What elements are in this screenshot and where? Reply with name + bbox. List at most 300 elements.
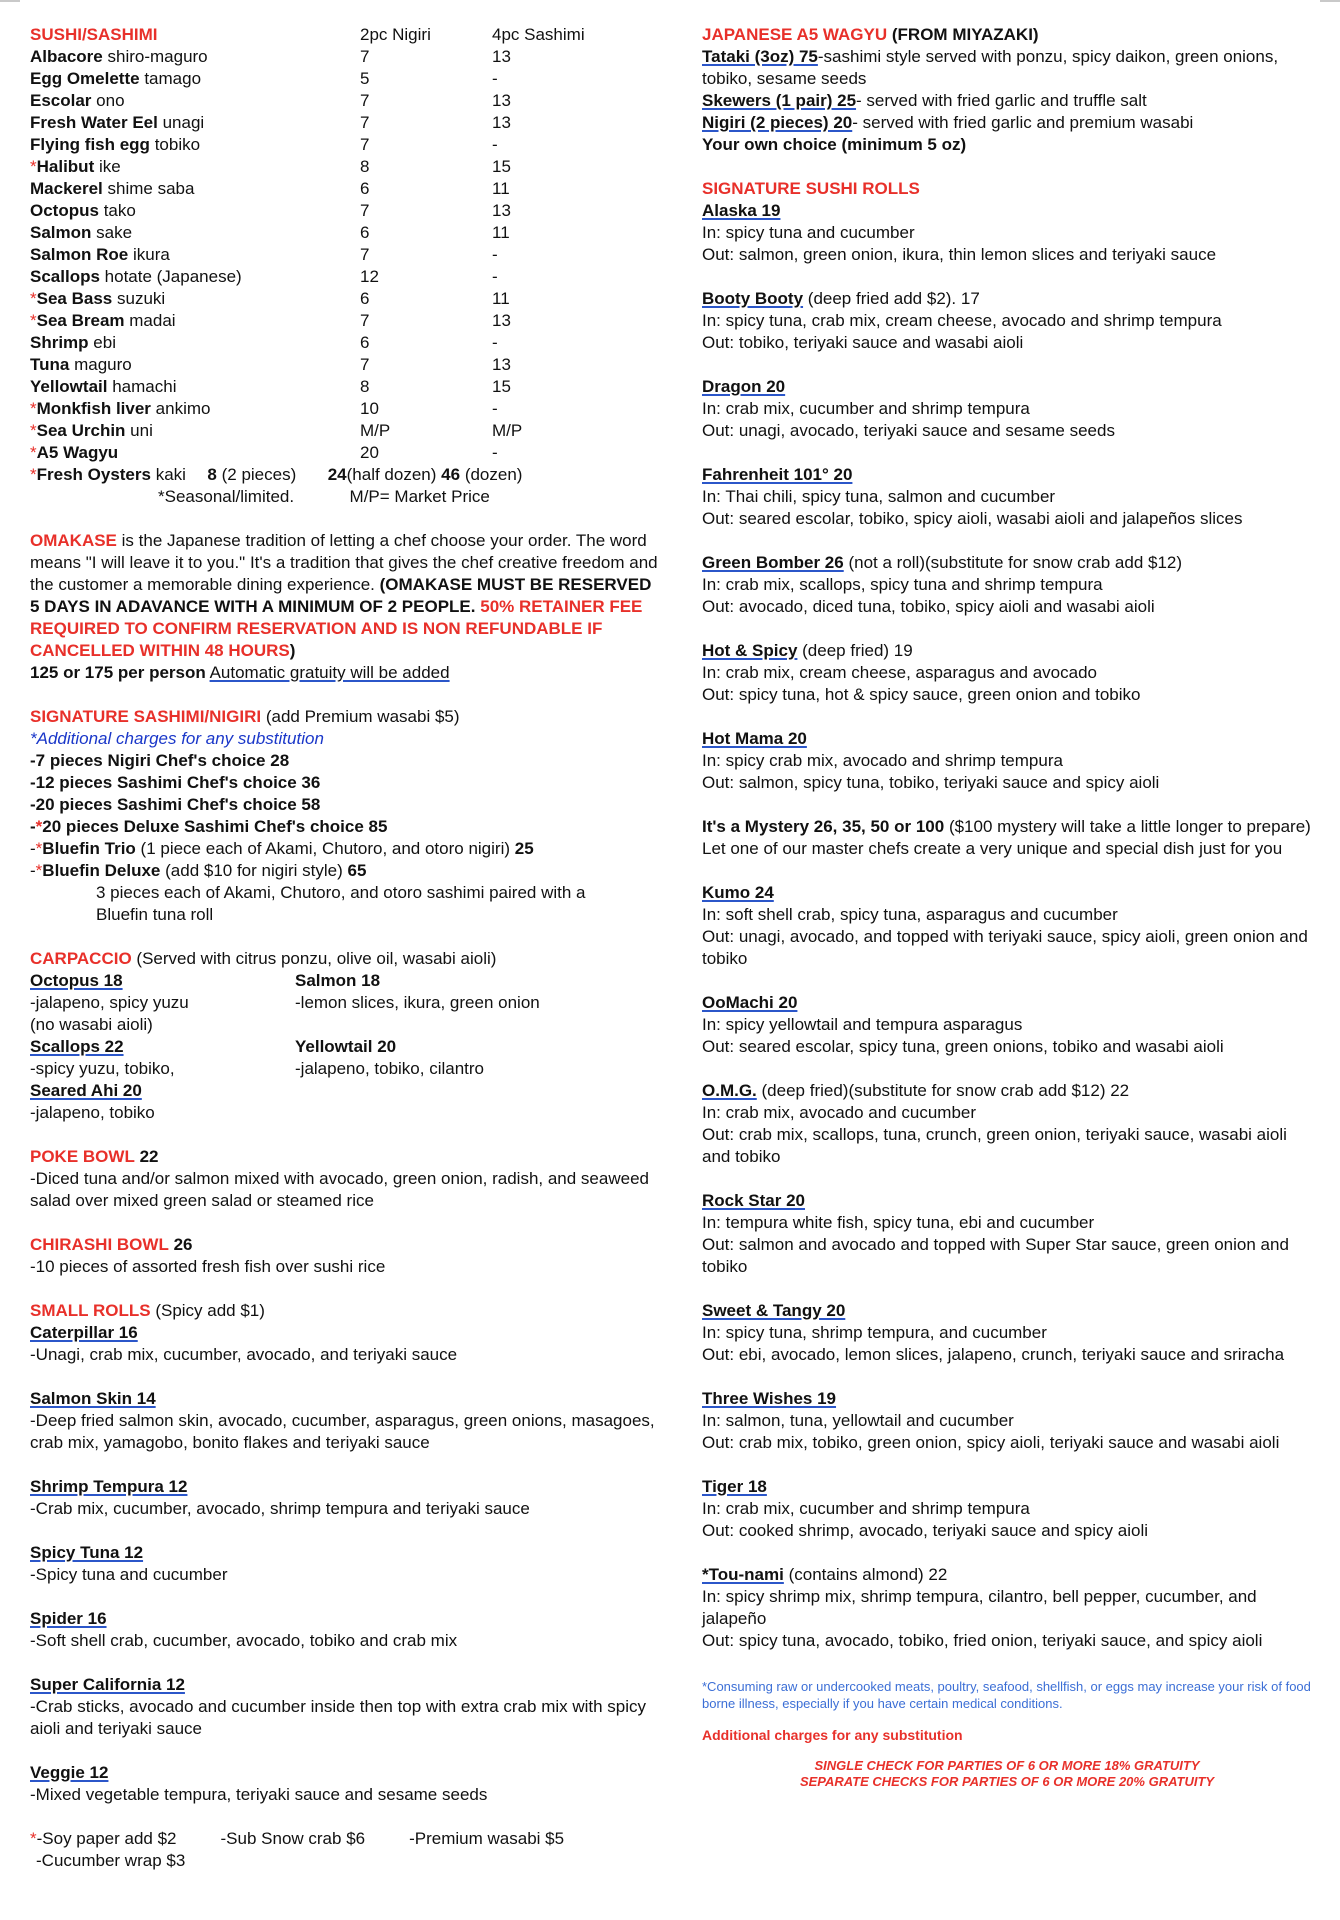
bluefin-trio-desc: (1 piece each of Akami, Chutoro, and otoro nigiri): [140, 839, 511, 858]
carpaccio-sub: (Served with citrus ponzu, olive oil, wasabi aioli): [136, 949, 497, 968]
sig-roll-out: Out: ebi, avocado, lemon slices, jalapeno, crunch, teriyaki sauce and sriracha: [702, 1345, 1285, 1364]
sig-roll-out: Out: crab mix, tobiko, green onion, spicy aioli, teriyaki sauce and wasabi aioli: [702, 1433, 1280, 1452]
sig-roll-header: [702, 992, 1312, 1014]
sig-roll-in: In: crab mix, cucumber and shrimp tempura: [702, 399, 1030, 418]
spacer: [702, 1652, 1312, 1674]
sig-sashimi-note: *Additional charges for any substitution: [30, 729, 324, 748]
sig-sashimi-title: SIGNATURE SASHIMI/NIGIRI: [30, 707, 262, 726]
sig-roll-out: Out: seared escolar, spicy tuna, green onions, tobiko and wasabi aioli: [702, 1037, 1224, 1056]
sushi-item-nigiri-price: 8: [360, 157, 370, 176]
sig-roll-header: [702, 640, 1312, 662]
sig-roll-name: OoMachi 20: [702, 993, 798, 1012]
sushi-sashimi-table: [30, 24, 660, 46]
sushi-item-nigiri-price: 8: [360, 377, 370, 396]
sushi-item-sashimi-price: 13: [492, 311, 511, 330]
bluefin-deluxe: -*Bluefin Deluxe (add $10 for nigiri style) 65: [30, 861, 367, 880]
sushi-item: [30, 244, 360, 266]
wagyu-origin: (FROM MIYAZAKI): [891, 25, 1039, 44]
addon-snow-crab: -Sub Snow crab $6: [220, 1829, 366, 1848]
sig-roll-header: [702, 552, 1312, 574]
sushi-item-jp: ankimo: [155, 399, 211, 418]
omakase-retainer: 50% RETAINER FEE REQUIRED TO CONFIRM RESERVATION AND IS NON REFUNDABLE IF CANCELLED WITHIN 48 HOURS: [30, 597, 643, 660]
sushi-item-name: Mackerel: [30, 179, 103, 198]
carpaccio-grid: [30, 970, 660, 1124]
mystery-desc: Let one of our master chefs create a very unique and special dish just for you: [702, 839, 1283, 858]
sig-roll-name: Dragon 20: [702, 377, 786, 396]
sushi-item-star: *: [30, 289, 37, 308]
sig-roll-in: In: crab mix, avocado and cucumber: [702, 1103, 977, 1122]
sig-roll-header: [702, 1476, 1312, 1498]
omakase-title: OMAKASE: [30, 531, 117, 550]
spacer: [30, 1520, 660, 1542]
sushi-item-name: Monkfish liver: [36, 399, 151, 418]
sushi-item-name: Egg Omelette: [30, 69, 140, 88]
small-rolls-sub: (Spicy add $1): [155, 1301, 265, 1320]
sig-roll-out: Out: crab mix, scallops, tuna, crunch, green onion, teriyaki sauce, wasabi aioli and tobiko: [702, 1125, 1287, 1166]
sushi-item-sashimi-price: 13: [492, 91, 511, 110]
sushi-item-name: Salmon: [30, 223, 92, 242]
gratuity-separate: SEPARATE CHECKS FOR PARTIES OF 6 OR MORE 20% GRATUITY: [799, 1774, 1215, 1789]
addons-row: [30, 1828, 660, 1850]
sushi-item-sashimi-price: -: [492, 135, 498, 154]
sushi-item-jp: ono: [96, 91, 125, 110]
spacer: [702, 970, 1312, 992]
sushi-item-jp: tako: [103, 201, 136, 220]
carpaccio-scallops: Scallops 22: [30, 1037, 124, 1056]
sig-roll-out: Out: salmon, spicy tuna, tobiko, teriyaki sauce and spicy aioli: [702, 773, 1160, 792]
sig-roll-in: In: Thai chili, spicy tuna, salmon and cucumber: [702, 487, 1056, 506]
bluefin-deluxe-name: Bluefin Deluxe: [42, 861, 161, 880]
sig-sashimi-add: (add Premium wasabi $5): [265, 707, 460, 726]
addon-star: *: [30, 1829, 37, 1848]
sushi-item-star: *: [30, 443, 37, 462]
sushi-item-sashimi-price: 15: [492, 377, 511, 396]
chirashi-header: [30, 1234, 660, 1256]
carpaccio-salmon: Salmon 18: [295, 971, 381, 990]
sig-roll-header: [702, 882, 1312, 904]
additional-charges: Additional charges for any substitution: [702, 1727, 963, 1743]
spacer: [702, 1058, 1312, 1080]
food-warning: *Consuming raw or undercooked meats, poultry, seafood, shellfish, or eggs may increase your risk of food borne illness, especially if you have certain medical conditions.: [702, 1679, 1311, 1711]
small-rolls-title: SMALL ROLLS: [30, 1301, 151, 1320]
bluefin-deluxe-detail: 3 pieces each of Akami, Chutoro, and otoro sashimi paired with a Bluefin tuna roll: [96, 883, 586, 924]
sushi-item-nigiri-price: M/P: [360, 421, 391, 440]
sushi-item-nigiri-price: 10: [360, 399, 379, 418]
sushi-item-nigiri-price: 5: [360, 69, 370, 88]
sig-roll-extra: (deep fried add $2). 17: [807, 289, 980, 308]
sushi-item-jp: suzuki: [116, 289, 166, 308]
small-roll-name: Super California 12: [30, 1675, 185, 1694]
spacer: [702, 530, 1312, 552]
sig-roll-name: *Tou-nami: [702, 1565, 784, 1584]
sushi-item: [30, 90, 360, 112]
sushi-item-jp: unagi: [162, 113, 205, 132]
sig-roll-name: Rock Star 20: [702, 1191, 805, 1210]
sig-rolls-title: SIGNATURE SUSHI ROLLS: [702, 179, 920, 198]
sushi-item-jp: shiro-maguro: [107, 47, 208, 66]
spacer: [702, 618, 1312, 640]
mystery-name: It's a Mystery 26, 35, 50 or 100: [702, 817, 945, 836]
sig-roll-out: Out: spicy tuna, hot & spicy sauce, green onion and tobiko: [702, 685, 1141, 704]
sig-roll-header: [702, 200, 1312, 222]
wagyu-title: JAPANESE A5 WAGYU: [702, 25, 888, 44]
carpaccio-header: [30, 948, 660, 970]
wagyu-skewers-desc: - served with fried garlic and truffle salt: [856, 91, 1147, 110]
oysters-star: *: [30, 465, 37, 484]
poke-header: [30, 1146, 660, 1168]
sig-sashimi-item: -12 pieces Sashimi Chef's choice 36: [30, 773, 321, 792]
sushi-item-sashimi-price: -: [492, 399, 498, 418]
mystery-roll: [702, 816, 1312, 838]
bluefin-trio-price: 25: [514, 839, 534, 858]
poke-price: 22: [139, 1147, 159, 1166]
sig-roll-out: Out: salmon and avocado and topped with Super Star sauce, green onion and tobiko: [702, 1235, 1289, 1276]
sushi-item: [30, 442, 360, 464]
sushi-item-nigiri-price: 7: [360, 311, 370, 330]
sushi-item-sashimi-price: 11: [492, 223, 510, 242]
sig-roll-out: Out: avocado, diced tuna, tobiko, spicy aioli and wasabi aioli: [702, 597, 1155, 616]
sig-roll-header: [702, 1190, 1312, 1212]
sig-roll-name: Fahrenheit 101° 20: [702, 465, 853, 484]
sushi-item-name: Salmon Roe: [30, 245, 129, 264]
addon-wasabi: -Premium wasabi $5: [409, 1829, 565, 1848]
spacer: [702, 794, 1312, 816]
market-price-note: M/P= Market Price: [349, 487, 490, 506]
addon-soy: -Soy paper add $2: [36, 1829, 177, 1848]
sig-roll-out: Out: tobiko, teriyaki sauce and wasabi aioli: [702, 333, 1024, 352]
sushi-item: [30, 112, 360, 134]
oysters-unit-2: (half dozen): [346, 465, 437, 484]
sig-roll-header: [702, 464, 1312, 486]
spacer: [702, 266, 1312, 288]
small-roll-desc: -Crab mix, cucumber, avocado, shrimp tempura and teriyaki sauce: [30, 1499, 530, 1518]
top-right-rule: [1320, 0, 1340, 2]
sushi-item-name: Fresh Water Eel: [30, 113, 158, 132]
sushi-item-jp: madai: [129, 311, 176, 330]
carpaccio-ahi-desc: -jalapeno, tobiko: [30, 1103, 155, 1122]
sushi-item-star: *: [30, 157, 37, 176]
chirashi-desc: -10 pieces of assorted fresh fish over sushi rice: [30, 1257, 386, 1276]
carpaccio-octopus: Octopus 18: [30, 971, 123, 990]
sig-roll-name: Sweet & Tangy 20: [702, 1301, 846, 1320]
sig-roll-in: In: spicy yellowtail and tempura asparagus: [702, 1015, 1023, 1034]
sushi-item-star: *: [30, 421, 37, 440]
small-roll-name: Spicy Tuna 12: [30, 1543, 144, 1562]
sushi-item-jp: hotate (Japanese): [104, 267, 242, 286]
small-roll-name: Spider 16: [30, 1609, 107, 1628]
sushi-item-name: Halibut: [36, 157, 95, 176]
sushi-item-sashimi-price: -: [492, 333, 498, 352]
sushi-item-jp: tobiko: [154, 135, 201, 154]
sushi-sashimi-title: SUSHI/SASHIMI: [30, 25, 158, 44]
sig-roll-extra: (deep fried) 19: [802, 641, 913, 660]
sig-roll-name: Booty Booty: [702, 289, 804, 308]
sushi-item-nigiri-price: 12: [360, 267, 379, 286]
sushi-item-name: Octopus: [30, 201, 99, 220]
wagyu-skewers-name: Skewers (1 pair) 25: [702, 91, 857, 110]
omakase-requirement: (OMAKASE MUST BE RESERVED 5 DAYS IN ADAVANCE WITH A MINIMUM OF 2 PEOPLE.: [30, 575, 652, 616]
sushi-item: [30, 420, 360, 442]
sushi-notes: [30, 486, 660, 508]
sig-roll-out: Out: salmon, green onion, ikura, thin lemon slices and teriyaki sauce: [702, 245, 1217, 264]
gratuity-single: SINGLE CHECK FOR PARTIES OF 6 OR MORE 18% GRATUITY: [814, 1758, 1200, 1773]
sig-roll-name: Tiger 18: [702, 1477, 767, 1496]
sushi-item-name: Scallops: [30, 267, 100, 286]
oysters-jp: kaki: [155, 465, 186, 484]
sushi-item-sashimi-price: 15: [492, 157, 511, 176]
sushi-item-name: Shrimp: [30, 333, 89, 352]
sushi-item: [30, 332, 360, 354]
oysters-unit-3: (dozen): [464, 465, 523, 484]
carpaccio-yellowtail-desc: -jalapeno, tobiko, cilantro: [295, 1059, 485, 1078]
sig-roll-extra: (deep fried)(substitute for snow crab add $12) 22: [761, 1081, 1130, 1100]
chirashi-title: CHIRASHI BOWL: [30, 1235, 169, 1254]
spacer: [30, 1454, 660, 1476]
wagyu-nigiri: [702, 112, 1312, 134]
sig-rolls-list-2: [702, 882, 1312, 1674]
sushi-item-name: Sea Urchin: [36, 421, 126, 440]
sig-roll-out: Out: unagi, avocado, and topped with teriyaki sauce, spicy aioli, green onion and tobiko: [702, 927, 1308, 968]
carpaccio-octopus-note: (no wasabi aioli): [30, 1015, 153, 1034]
omakase-price: 125 or 175 per person: [30, 663, 206, 682]
sushi-item-name: Escolar: [30, 91, 92, 110]
small-roll-desc: -Mixed vegetable tempura, teriyaki sauce and sesame seeds: [30, 1785, 488, 1804]
omakase-price-line: [30, 662, 660, 684]
sig-roll-header: [702, 728, 1312, 750]
right-column: [702, 24, 1312, 1790]
sushi-item-name: Flying fish egg: [30, 135, 150, 154]
small-roll-name: Shrimp Tempura 12: [30, 1477, 188, 1496]
sushi-item-jp: shime saba: [107, 179, 195, 198]
sushi-item: [30, 156, 360, 178]
sig-roll-in: In: tempura white fish, spicy tuna, ebi and cucumber: [702, 1213, 1095, 1232]
sushi-item-sashimi-price: 13: [492, 355, 511, 374]
small-roll-name: Salmon Skin 14: [30, 1389, 156, 1408]
bluefin-deluxe-price: 65: [347, 861, 367, 880]
omakase-text: is the Japanese tradition of letting a chef choose your order. The word means "I will leave it to you." It's a tradition that gives the chef creative freedom and the customer a memorable dining experience.: [30, 531, 658, 594]
sushi-item: [30, 398, 360, 420]
spacer: [702, 1366, 1312, 1388]
sushi-item-nigiri-price: 7: [360, 355, 370, 374]
sushi-item-nigiri-price: 20: [360, 443, 379, 462]
sushi-item-sashimi-price: 11: [492, 179, 510, 198]
sushi-item-jp: maguro: [74, 355, 132, 374]
sig-roll-name: Hot Mama 20: [702, 729, 807, 748]
wagyu-nigiri-name: Nigiri (2 pieces) 20: [702, 113, 853, 132]
sushi-item-jp: ebi: [93, 333, 116, 352]
sushi-item: [30, 134, 360, 156]
sushi-item: [30, 310, 360, 332]
sushi-item-sashimi-price: 13: [492, 113, 511, 132]
sushi-item: [30, 222, 360, 244]
wagyu-header: [702, 24, 1312, 46]
poke-title: POKE BOWL: [30, 1147, 135, 1166]
carpaccio-scallops-desc: -spicy yuzu, tobiko,: [30, 1059, 175, 1078]
sushi-item-jp: sake: [96, 223, 133, 242]
bluefin-trio-name: Bluefin Trio: [42, 839, 136, 858]
sig-roll-name: Three Wishes 19: [702, 1389, 837, 1408]
sushi-item-nigiri-price: 7: [360, 245, 370, 264]
sig-roll-name: Green Bomber 26: [702, 553, 844, 572]
spacer: [702, 1542, 1312, 1564]
seasonal-note: *Seasonal/limited.: [158, 487, 295, 506]
carpaccio-yellowtail: Yellowtail 20: [295, 1037, 397, 1056]
sig-roll-in: In: crab mix, cream cheese, asparagus and avocado: [702, 663, 1097, 682]
sig-roll-in: In: spicy tuna, crab mix, cream cheese, avocado and shrimp tempura: [702, 311, 1222, 330]
oysters-price-1: 8: [207, 465, 217, 484]
oysters-row: [30, 464, 660, 486]
wagyu-choice: Your own choice (minimum 5 oz): [702, 135, 967, 154]
sig-roll-name: Kumo 24: [702, 883, 774, 902]
oysters-unit-1: (2 pieces): [221, 465, 297, 484]
sushi-item-nigiri-price: 7: [360, 47, 370, 66]
carpaccio-ahi: Seared Ahi 20: [30, 1081, 142, 1100]
sushi-item-name: Yellowtail: [30, 377, 108, 396]
spacer: [30, 1652, 660, 1674]
addon-cucumber: -Cucumber wrap $3: [36, 1851, 186, 1870]
sig-roll-in: In: spicy tuna and cucumber: [702, 223, 915, 242]
wagyu-skewers: [702, 90, 1312, 112]
wagyu-tataki-desc: -sashimi style served with ponzu, spicy daikon, green onions, tobiko, sesame seeds: [702, 47, 1279, 88]
small-rolls-header: [30, 1300, 660, 1322]
spacer: [30, 1586, 660, 1608]
small-roll-desc: -Soft shell crab, cucumber, avocado, tobiko and crab mix: [30, 1631, 458, 1650]
sushi-item-nigiri-price: 7: [360, 201, 370, 220]
sushi-item-nigiri-price: 6: [360, 289, 370, 308]
sushi-item-sashimi-price: 13: [492, 47, 511, 66]
omakase-gratuity: Automatic gratuity will be added: [209, 663, 450, 682]
wagyu-nigiri-desc: - served with fried garlic and premium wasabi: [852, 113, 1194, 132]
sushi-item-jp: uni: [130, 421, 153, 440]
spacer: [702, 354, 1312, 376]
oysters-price-3: 46: [441, 465, 461, 484]
sig-roll-out: Out: cooked shrimp, avocado, teriyaki sauce and spicy aioli: [702, 1521, 1149, 1540]
sushi-item-sashimi-price: 11: [492, 289, 510, 308]
sig-roll-out: Out: seared escolar, tobiko, spicy aioli, wasabi aioli and jalapeños slices: [702, 509, 1243, 528]
spacer: [702, 706, 1312, 728]
omakase-close: ): [289, 641, 296, 660]
bluefin-deluxe-desc: (add $10 for nigiri style): [165, 861, 343, 880]
sushi-item-nigiri-price: 7: [360, 113, 370, 132]
sashimi-header: 4pc Sashimi: [492, 25, 585, 44]
sig-roll-out: Out: spicy tuna, avocado, tobiko, fried onion, teriyaki sauce, and spicy aioli: [702, 1631, 1263, 1650]
sig-roll-in: In: spicy crab mix, avocado and shrimp tempura: [702, 751, 1063, 770]
deluxe-sashimi-text: 20 pieces Deluxe Sashimi Chef's choice 85: [42, 817, 388, 836]
sushi-item: [30, 266, 360, 288]
sig-sashimi-header: [30, 706, 660, 728]
sushi-item: [30, 68, 360, 90]
top-left-rule: [0, 0, 20, 2]
sushi-item-nigiri-price: 7: [360, 135, 370, 154]
deluxe-sashimi: -*20 pieces Deluxe Sashimi Chef's choice 85: [30, 817, 388, 836]
sushi-item: [30, 200, 360, 222]
sushi-item-sashimi-price: 13: [492, 201, 511, 220]
sig-roll-header: [702, 1388, 1312, 1410]
small-roll-name: Caterpillar 16: [30, 1323, 138, 1342]
sushi-item: [30, 376, 360, 398]
spacer: [702, 1168, 1312, 1190]
sushi-item-nigiri-price: 6: [360, 223, 370, 242]
sushi-item-name: Tuna: [30, 355, 70, 374]
sig-roll-name: Hot & Spicy: [702, 641, 798, 660]
sushi-item-sashimi-price: M/P: [492, 421, 523, 440]
sig-sashimi-items: [30, 750, 660, 816]
poke-desc: -Diced tuna and/or salmon mixed with avocado, green onion, radish, and seaweed salad over mixed green salad or steamed rice: [30, 1169, 649, 1210]
small-roll-desc: -Unagi, crab mix, cucumber, avocado, and teriyaki sauce: [30, 1345, 458, 1364]
sig-roll-name: O.M.G.: [702, 1081, 757, 1100]
sig-roll-in: In: spicy shrimp mix, shrimp tempura, cilantro, bell pepper, cucumber, and jalapeño: [702, 1587, 1257, 1628]
sushi-item: [30, 288, 360, 310]
small-roll-name: Veggie 12: [30, 1763, 109, 1782]
sig-roll-header: [702, 1080, 1312, 1102]
sig-roll-extra: (not a roll)(substitute for snow crab add $12): [848, 553, 1183, 572]
sushi-item-name: Albacore: [30, 47, 103, 66]
spacer: [702, 1278, 1312, 1300]
wagyu-tataki: [702, 46, 1312, 90]
sig-roll-name: Alaska 19: [702, 201, 781, 220]
sushi-item-star: *: [30, 311, 37, 330]
sushi-item: [30, 178, 360, 200]
carpaccio-title: CARPACCIO: [30, 949, 132, 968]
sushi-item-sashimi-price: -: [492, 69, 498, 88]
mystery-note: ($100 mystery will take a little longer to prepare): [948, 817, 1311, 836]
oysters-name: Fresh Oysters: [36, 465, 151, 484]
small-rolls-list: [30, 1322, 660, 1806]
sushi-item-jp: ikura: [132, 245, 170, 264]
sushi-item-nigiri-price: 6: [360, 333, 370, 352]
sushi-rows: [30, 46, 660, 464]
spacer: [702, 1454, 1312, 1476]
sig-roll-header: [702, 376, 1312, 398]
sushi-item-jp: ike: [98, 157, 121, 176]
sig-roll-in: In: salmon, tuna, yellowtail and cucumber: [702, 1411, 1014, 1430]
sig-roll-extra: (contains almond) 22: [788, 1565, 948, 1584]
sig-roll-header: [702, 1300, 1312, 1322]
sig-roll-in: In: soft shell crab, spicy tuna, asparagus and cucumber: [702, 905, 1118, 924]
nigiri-header: 2pc Nigiri: [360, 25, 431, 44]
sig-roll-header: [702, 288, 1312, 310]
sushi-item-sashimi-price: -: [492, 267, 498, 286]
sig-roll-in: In: spicy tuna, shrimp tempura, and cucumber: [702, 1323, 1047, 1342]
chirashi-price: 26: [173, 1235, 193, 1254]
sushi-item: [30, 46, 360, 68]
wagyu-tataki-name: Tataki (3oz) 75: [702, 47, 818, 66]
omakase-section: [30, 530, 660, 662]
sushi-item-name: Sea Bream: [36, 311, 125, 330]
carpaccio-octopus-desc: -jalapeno, spicy yuzu: [30, 993, 189, 1012]
small-roll-desc: -Crab sticks, avocado and cucumber inside then top with extra crab mix with spicy aioli and teriyaki sauce: [30, 1697, 647, 1738]
oysters-price-2: 24: [327, 465, 347, 484]
small-roll-desc: -Deep fried salmon skin, avocado, cucumber, asparagus, green onions, masagoes, crab mix, yamagobo, bonito flakes and teriyaki sauce: [30, 1411, 655, 1452]
sushi-item: [30, 354, 360, 376]
sushi-item-nigiri-price: 7: [360, 91, 370, 110]
sig-roll-header: [702, 1564, 1312, 1586]
spacer: [30, 1740, 660, 1762]
bluefin-trio: -*Bluefin Trio (1 piece each of Akami, Chutoro, and otoro nigiri) 25: [30, 839, 534, 858]
sushi-item-name: A5 Wagyu: [36, 443, 119, 462]
sig-sashimi-item: -20 pieces Sashimi Chef's choice 58: [30, 795, 321, 814]
sushi-item-jp: hamachi: [112, 377, 177, 396]
sig-roll-in: In: crab mix, scallops, spicy tuna and shrimp tempura: [702, 575, 1103, 594]
sig-rolls-list-1: [702, 200, 1312, 816]
sushi-item-nigiri-price: 6: [360, 179, 370, 198]
sushi-item-jp: tamago: [144, 69, 202, 88]
small-roll-desc: -Spicy tuna and cucumber: [30, 1565, 228, 1584]
sig-roll-in: In: crab mix, cucumber and shrimp tempura: [702, 1499, 1030, 1518]
sushi-item-star: *: [30, 399, 37, 418]
sushi-item-name: Sea Bass: [36, 289, 113, 308]
spacer: [30, 1366, 660, 1388]
